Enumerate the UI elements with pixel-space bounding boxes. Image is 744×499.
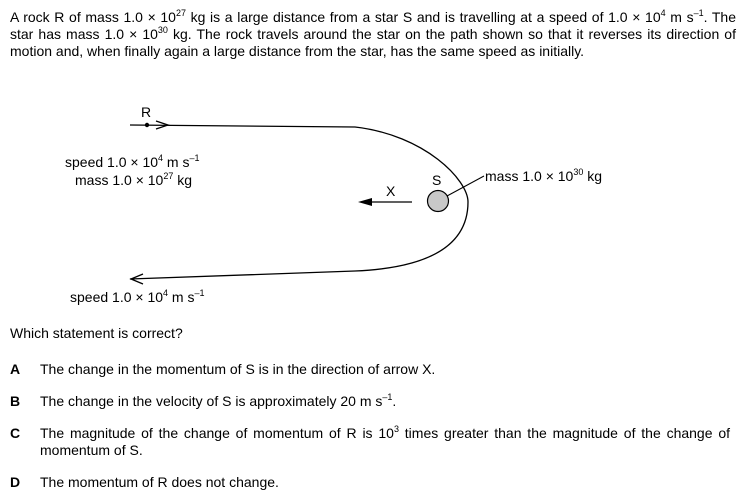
star-label: S xyxy=(432,172,442,188)
star-circle xyxy=(428,191,449,212)
option-d-text: The momentum of R does not change. xyxy=(40,474,279,490)
rock-path xyxy=(130,125,468,279)
rock-dot xyxy=(145,123,149,127)
arrow-x-head xyxy=(358,198,372,206)
option-c-letter: C xyxy=(10,425,21,441)
question-stem: A rock R of mass $1.0 \times 10^{27}$ kg is a large distance from a star S and is travelling at a speed of $1.0 \times 10^4$ m $s^{-1}$. The star has mass $1.0 \times 10^{30}$ kg. The rock travels around the star on the path shown so that it reverses its direction of motion and, when finally again a large distance from the star, has the same speed as initially. xyxy=(10,8,736,59)
option-b-text: The change in the velocity of S is approximately 20 m $s^{-1}$. xyxy=(40,392,397,409)
option-c-text: The magnitude of the change of momentum of R is $10^3$ times greater than the magnitude of the change of momentum of S. xyxy=(40,424,730,458)
option-a-letter: A xyxy=(10,361,21,377)
rock-label: R xyxy=(141,104,152,120)
option-a-text: The change in the momentum of S is in the direction of arrow X. xyxy=(40,361,436,377)
final-speed-label: speed $1.0 \times 10^4$ m $s^{-1}$ xyxy=(70,288,205,305)
star-mass-label: mass $1.0 \times 10^{30}$ kg xyxy=(485,167,603,184)
initial-mass-label: mass $1.0 \times 10^{27}$ kg xyxy=(75,171,193,188)
option-d-letter: D xyxy=(10,474,21,490)
option-b-letter: B xyxy=(10,393,21,409)
arrow-x-label: X xyxy=(386,183,396,199)
question-prompt: Which statement is correct? xyxy=(10,325,183,341)
initial-speed-label: speed $1.0 \times 10^4$ m $s^{-1}$ xyxy=(65,153,200,170)
